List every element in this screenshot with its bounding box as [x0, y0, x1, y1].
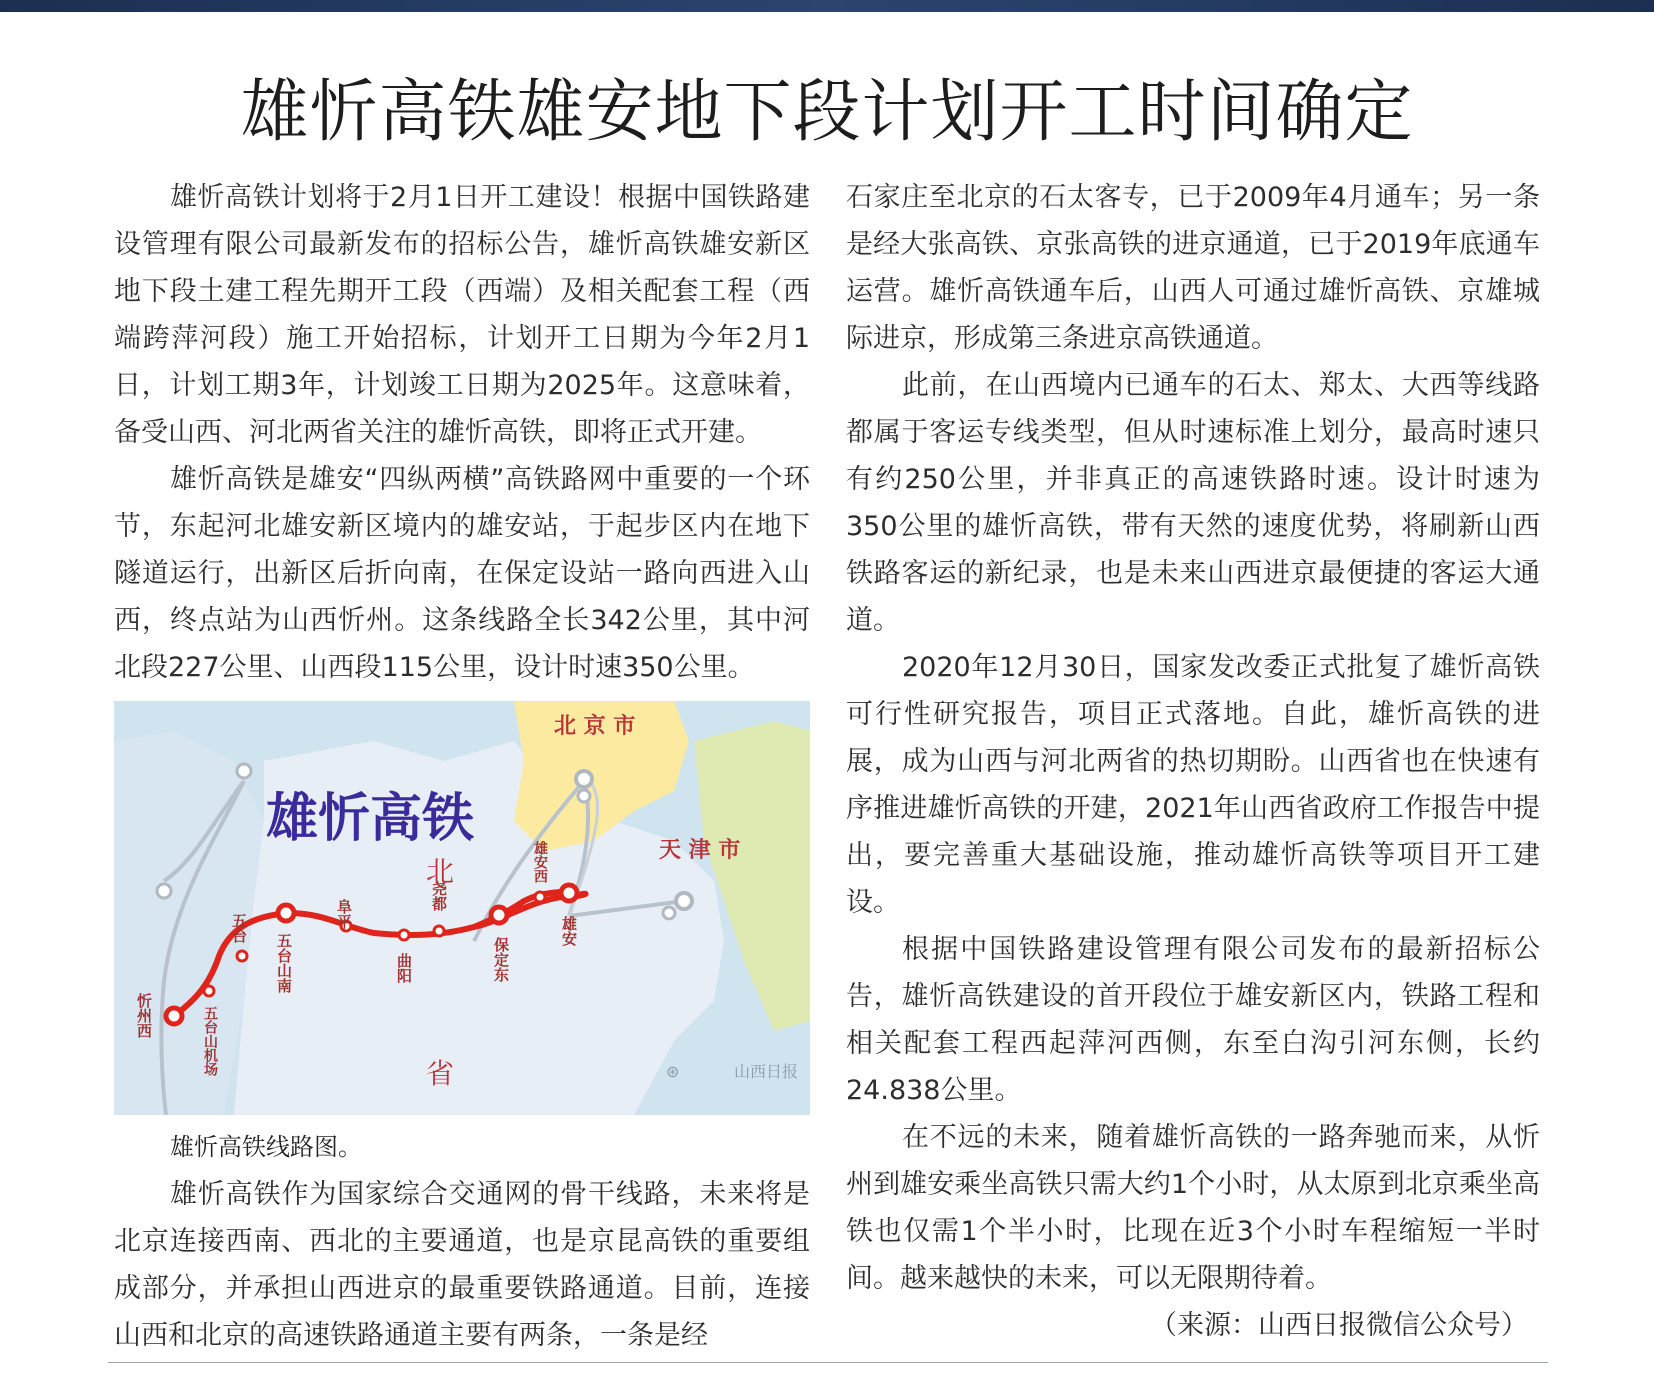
map-title: 雄忻高铁	[266, 789, 475, 849]
station-marker-xionganxi	[535, 892, 545, 902]
tianjin-station-marker-2	[663, 907, 675, 919]
left-column	[114, 174, 810, 1359]
station-marker-wutaishannan	[278, 905, 294, 921]
paragraph-5: 2020年12月30日，国家发改委正式批复了雄忻高铁可行性研究报告，项目正式落地。自此，雄忻高铁的进展，成为山西与河北两省的热切期盼。山西省也在快速有序推进雄忻高铁的开建，2021年山西省政府工作报告中提出，要完善重大基础设施，推动雄忻高铁等项目开工建设。	[846, 652, 1540, 918]
station-label-wutai: 五台	[230, 913, 248, 943]
route-map	[114, 701, 810, 1115]
paragraph-1: 雄忻高铁计划将于2月1日开工建设！根据中国铁路建设管理有限公司最新发布的招标公告，雄忻高铁雄安新区地下段土建工程先期开工段（西端）及相关配套工程（西端跨萍河段）施工开始招标，计划开工日期为今年2月1日，计划工期3年，计划竣工日期为2025年。这意味着，备受山西、河北两省关注的雄忻高铁，即将正式开建。	[114, 182, 810, 448]
gray-station-marker-2	[157, 884, 171, 898]
paragraph-4: 此前，在山西境内已通车的石太、郑太、大西等线路都属于客运专线类型，但从时速标准上划分，最高时速只有约250公里，并非真正的高速铁路时速。设计时速为350公里的雄忻高铁，带有天然的速度优势，将刷新山西铁路客运的新纪录，也是未来山西进京最便捷的客运大通道。	[846, 370, 1540, 636]
paragraph-6: 根据中国铁路建设管理有限公司发布的最新招标公告，雄忻高铁建设的首开段位于雄安新区内，铁路工程和相关配套工程西起萍河西侧，东至白沟引河东侧，长约24.838公里。	[846, 934, 1540, 1106]
beijing-station-marker-2	[578, 790, 590, 802]
station-label-fuping: 阜平	[335, 899, 353, 929]
map-caption: 雄忻高铁线路图。	[170, 1133, 362, 1161]
station-label-quyang: 曲阳	[395, 953, 413, 983]
paragraph-7: 在不远的未来，随着雄忻高铁的一路奔驰而来，从忻州到雄安乘坐高铁只需大约1个小时，从太原到北京乘坐高铁也仅需1个半小时，比现在近3个小时车程缩短一半时间。越来越快的未来，可以无限期待着。	[846, 1122, 1540, 1294]
article-title: 雄忻高铁雄安地下段计划开工时间确定	[240, 73, 1414, 152]
station-label-xionganxi: 雄安西	[532, 841, 548, 883]
beijing-station-marker	[576, 771, 592, 787]
station-label-shundu: 尧都	[430, 881, 448, 911]
bottom-divider	[108, 1362, 1548, 1363]
station-label-wutaishannan: 五台山南	[275, 933, 293, 993]
paragraph-2: 雄忻高铁是雄安“四纵两横”高铁路网中重要的一个环节，东起河北雄安新区境内的雄安站，于起步区内在地下隧道运行，出新区后折向南，在保定设站一路向西进入山西，终点站为山西忻州。这条线路全长342公里，其中河北段227公里、山西段115公里，设计时速350公里。	[114, 464, 810, 683]
source-credit: （来源：山西日报微信公众号）	[1150, 1310, 1528, 1341]
station-marker-wutai	[237, 951, 247, 961]
station-label-xinzhouxi: 忻州西	[135, 993, 153, 1038]
top-banner-bar	[0, 0, 1654, 12]
paragraph-3-continued: 石家庄至北京的石太客专，已于2009年4月通车；另一条是经大张高铁、京张高铁的进京通道，已于2019年底通车运营。雄忻高铁通车后，山西人可通过雄忻高铁、京雄城际进京，形成第三条进京高铁通道。	[846, 182, 1540, 354]
station-marker-wutaishanjichang	[204, 986, 214, 996]
map-label-hebei-bei: 北	[426, 855, 455, 888]
station-label-baodingdong: 保定东	[492, 937, 510, 982]
map-label-hebei-sheng: 省	[426, 1057, 455, 1090]
station-label-wutaishanjichang: 五台山机场	[202, 1006, 218, 1076]
paragraph-3: 雄忻高铁作为国家综合交通网的骨干线路，未来将是北京连接西南、西北的主要通道，也是京昆高铁的重要组成部分，并承担山西进京的最重要铁路通道。目前，连接山西和北京的高速铁路通道主要有两条，一条是经	[114, 1179, 810, 1351]
station-marker-shundu	[434, 926, 444, 936]
station-marker-baodingdong	[491, 907, 507, 923]
station-label-xiongan: 雄安	[560, 916, 578, 946]
station-marker-xinzhouxi	[166, 1008, 182, 1024]
map-label-tianjin: 天 津 市	[659, 837, 741, 863]
station-marker-quyang	[399, 930, 409, 940]
station-marker-xiongan	[561, 885, 577, 901]
watermark-icon: ⊛	[666, 1062, 680, 1081]
map-label-beijing: 北 京 市	[554, 713, 636, 739]
gray-station-marker	[237, 764, 251, 778]
route-map-graphic	[114, 701, 810, 1115]
tianjin-station-marker	[676, 893, 692, 909]
right-column	[846, 174, 1540, 1349]
map-watermark: 山西日报	[734, 1062, 799, 1081]
